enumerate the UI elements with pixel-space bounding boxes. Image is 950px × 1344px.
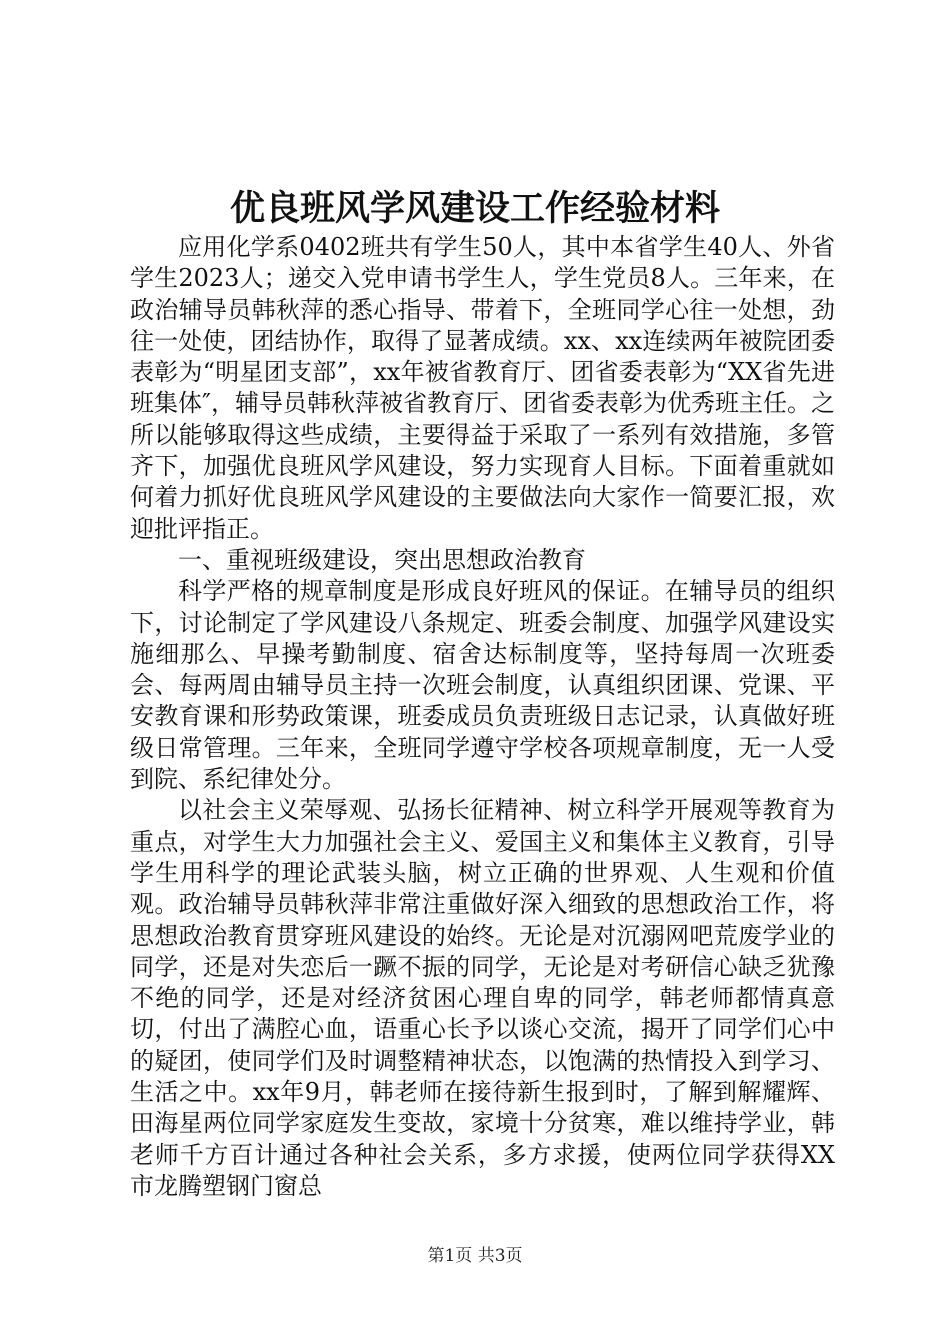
document-title: 优良班风学风建设工作经验材料	[229, 188, 720, 229]
section1-paragraph-1: 科学严格的规章制度是形成良好班风的保证。在辅导员的组织下，讨论制定了学风建设八条规定、班委会制度、加强学风建设实施细那么、早操考勤制度、宿舍达标制度等，坚持每周一次班委会、每两周由辅导员主持一次班会制度，认真组织团课、党课、平安教育课和形势政策课，班委成员负责班级日志记录，认真做好班级日常管理。三年来，全班同学遵守学校各项规章制度，无一人受到院、系纪律处分。	[130, 577, 835, 794]
page-footer: 第1页 共3页	[427, 1246, 523, 1266]
section-heading-1: 一、重视班级建设，突出思想政治教育	[178, 545, 586, 574]
intro-paragraph: 应用化学系0402班共有学生50人，其中本省学生40人、外省学生2023人；递交入党申请书学生人，学生党员8人。三年来，在政治辅导员韩秋萍的悉心指导、带着下，全班同学心往一处想，劲往一处使，团结协作，取得了显著成绩。xx、xx连续两年被院团委表彰为“明星团支部”，xx年被省教育厅、团省委表彰为“XX省先进班集体″，辅导员韩秋萍被省教育厅、团省委表彰为优秀班主任。之所以能够取得这些成绩，主要得益于采取了一系列有效措施，多管齐下，加强优良班风学风建设，努力实现育人目标。下面着重就如何着力抓好优良班风学风建设的主要做法向大家作一简要汇报，欢迎批评指正。	[130, 233, 835, 543]
document-body	[130, 232, 835, 1202]
section1-paragraph-2: 以社会主义荣辱观、弘扬长征精神、树立科学开展观等教育为重点，对学生大力加强社会主义、爱国主义和集体主义教育，引导学生用科学的理论武装头脑，树立正确的世界观、人生观和价值观。政治辅导员韩秋萍非常注重做好深入细致的思想政治工作，将思想政治教育贯穿班风建设的始终。无论是对沉溺网吧荒废学业的同学，还是对失恋后一蹶不振的同学，无论是对考研信心缺乏犹豫不绝的同学，还是对经济贫困心理自卑的同学，韩老师都情真意切，付出了满腔心血，语重心长予以谈心交流，揭开了同学们心中的疑团，使同学们及时调整精神状态，以饱满的热情投入到学习、生活之中。xx年9月，韩老师在接待新生报到时，了解到解耀辉、田海星两位同学家庭发生变故，家境十分贫寒，难以维持学业，韩老师千方百计通过各种社会关系，多方求援，使两位同学获得XX市龙腾塑钢门窗总	[130, 796, 835, 1200]
